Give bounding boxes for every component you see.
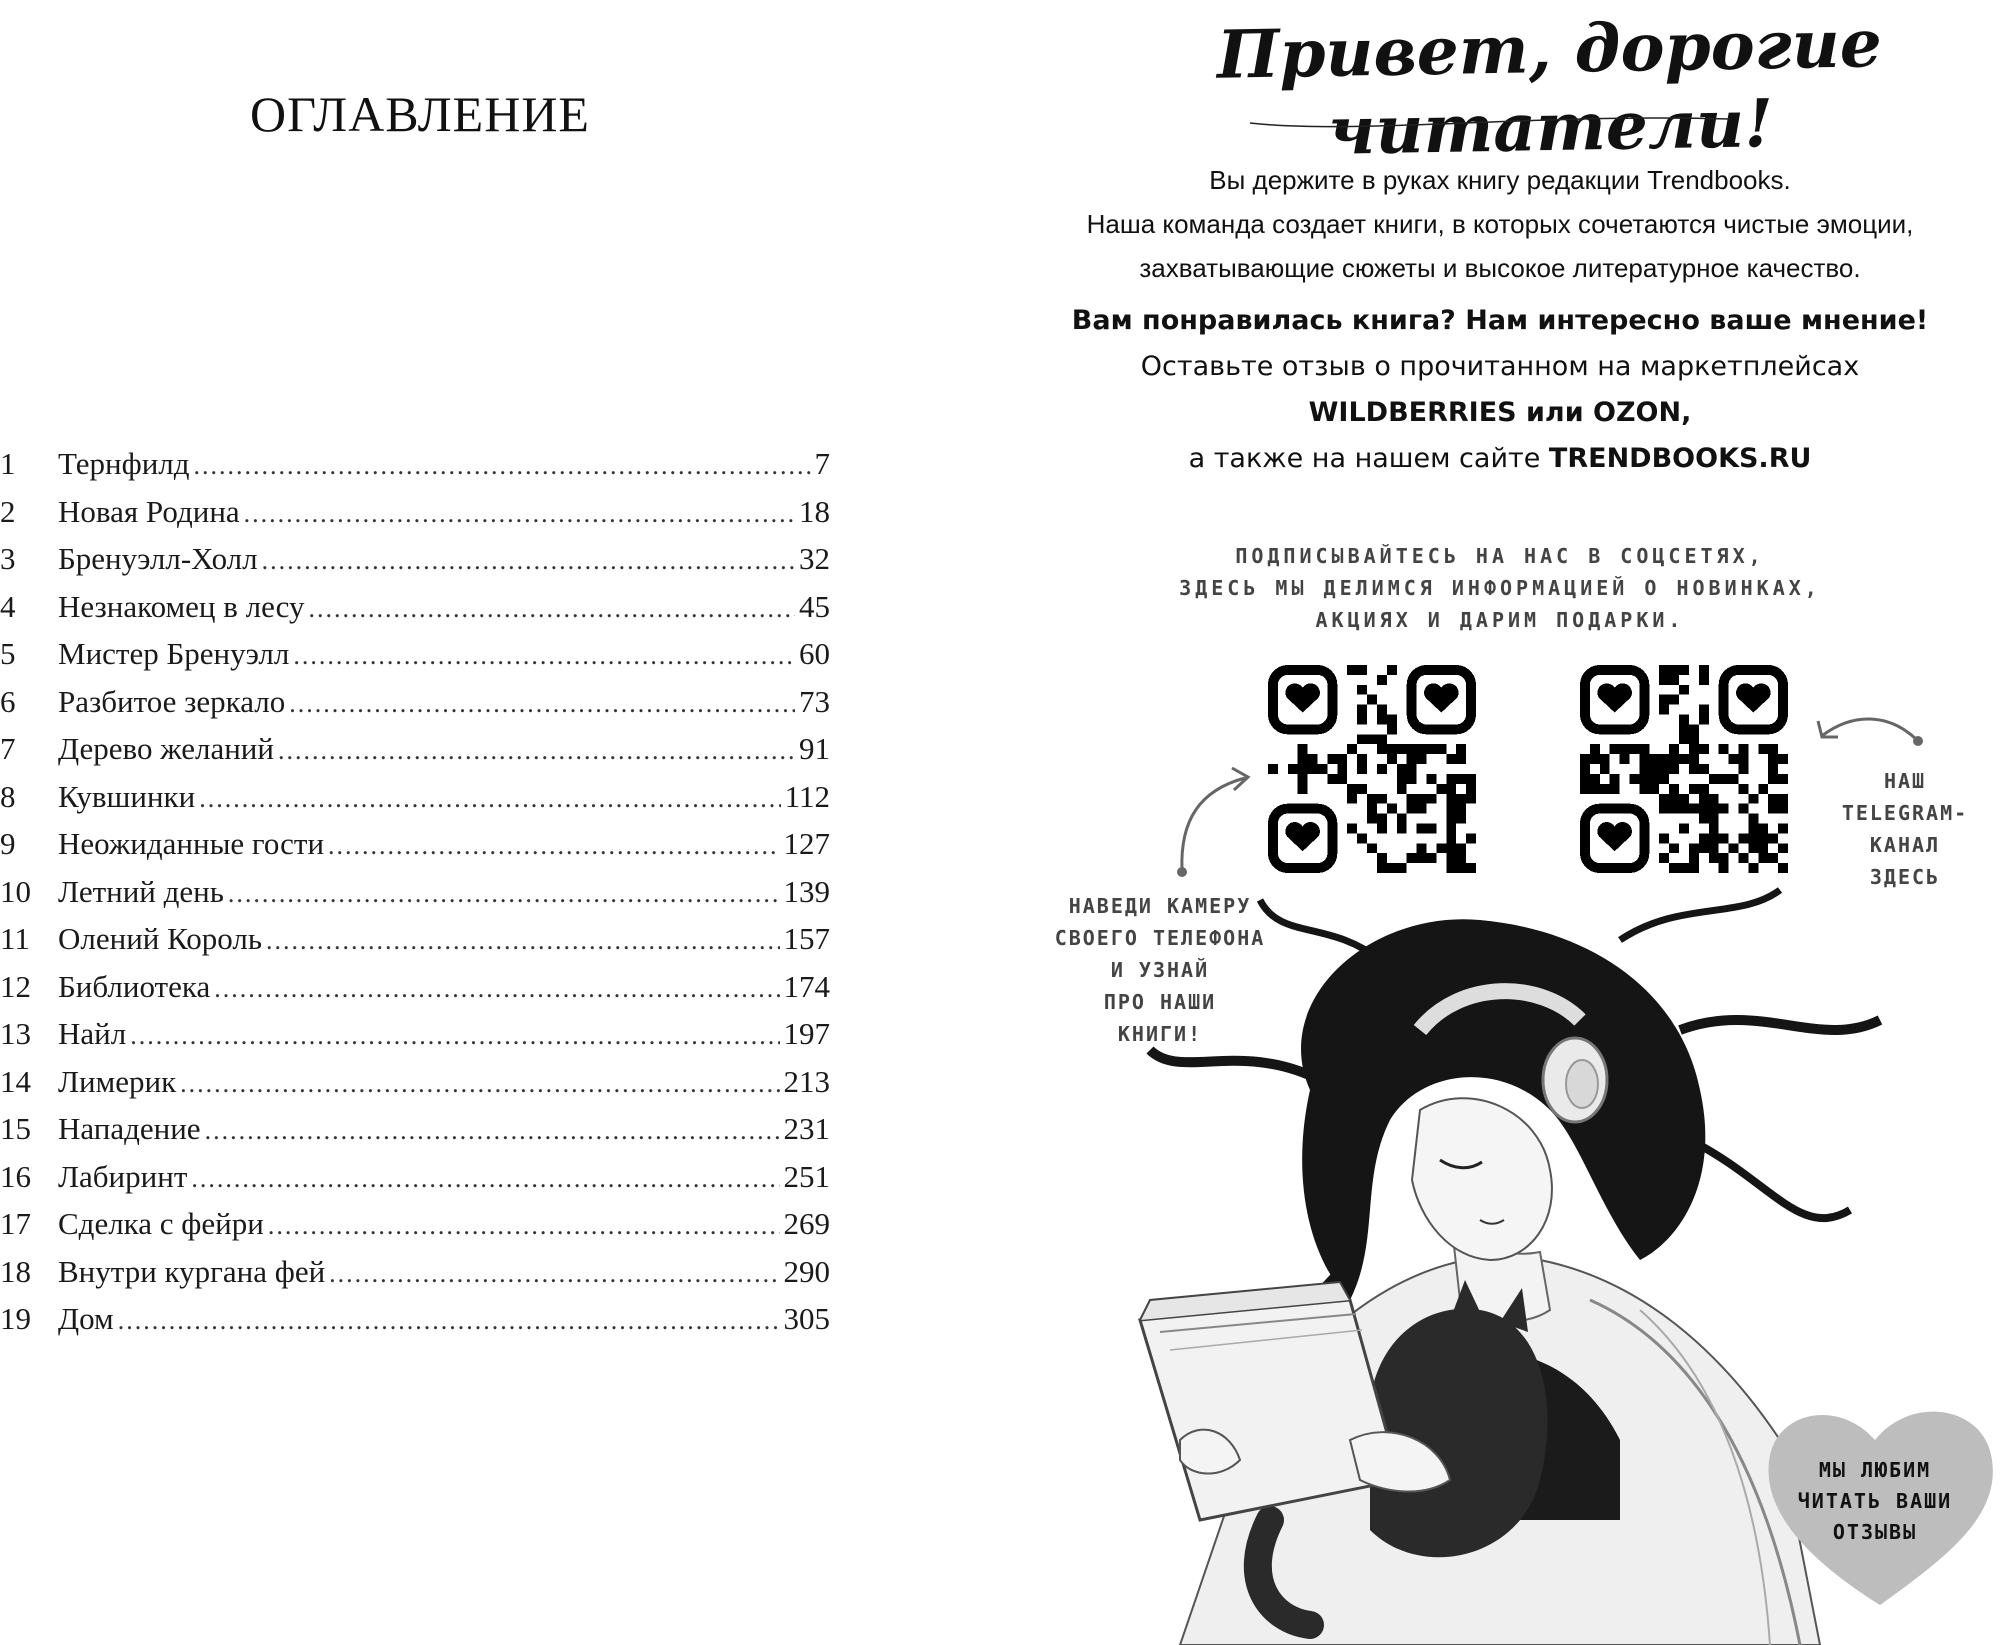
toc-entry-title: Кувшинки: [58, 778, 196, 814]
toc-entry-title: Дерево желаний: [58, 731, 274, 766]
toc-leader-dots: [308, 585, 795, 633]
toc-entry[interactable]: [0, 915, 830, 963]
toc-title: ОГЛАВЛЕНИЕ: [250, 86, 590, 142]
toc-leader-dots: [228, 870, 780, 918]
toc-entry-number: 14: [0, 1063, 31, 1099]
toc-entry-title: Мистер Бренуэлл: [58, 636, 290, 671]
heart-line: ЧИТАТЬ ВАШИ: [1797, 1489, 1953, 1513]
note-line: НАВЕДИ КАМЕРУ: [1068, 894, 1252, 918]
intro-line: захватывающие сюжеты и высокое литературное качество.: [1139, 253, 1861, 283]
toc-leader-dots: [180, 1060, 779, 1108]
cta-marketplaces: WILDBERRIES или OZON,: [1308, 397, 1692, 428]
toc-entry-number: 13: [0, 1016, 31, 1051]
site-link[interactable]: TRENDBOOKS.RU: [1548, 443, 1812, 474]
toc-entry-number: 1: [0, 446, 16, 481]
heart-badge-text: [1780, 1455, 1970, 1548]
toc-entry[interactable]: [0, 868, 830, 916]
toc-list: [0, 440, 830, 1343]
toc-entry-page: 174: [783, 968, 830, 1004]
toc-entry-title: Новая Родина: [58, 493, 240, 529]
note-line: КНИГИ!: [1117, 1022, 1203, 1046]
review-call-to-action: [1000, 298, 2000, 482]
toc-leader-dots: [268, 1202, 780, 1250]
toc-leader-dots: [278, 727, 795, 775]
toc-entry-number: 9: [0, 826, 16, 861]
greeting-heading: Привет, дорогие читатели!: [1216, 4, 1883, 170]
toc-entry-number: 17: [0, 1206, 31, 1241]
toc-leader-dots: [293, 632, 795, 680]
subscribe-text: [1000, 540, 2000, 636]
toc-entry-title: Лабиринт: [58, 1158, 188, 1194]
toc-entry-page: 112: [784, 778, 830, 814]
toc-entry-title: Сделка с фейри: [58, 1206, 264, 1241]
toc-entry[interactable]: [0, 1248, 830, 1296]
toc-leader-dots: [244, 490, 795, 538]
toc-entry-number: 18: [0, 1253, 31, 1289]
note-line: TELEGRAM-: [1841, 801, 1969, 825]
publisher-promo-page: [1000, 0, 2000, 1645]
toc-entry-page: 18: [799, 493, 830, 529]
toc-entry-number: 7: [0, 731, 16, 766]
toc-entry-title: Внутри кургана фей: [58, 1253, 326, 1289]
toc-entry-title: Тернфилд: [58, 446, 190, 481]
toc-entry[interactable]: [0, 725, 830, 773]
toc-leader-dots: [191, 1155, 779, 1203]
cta-site-prefix: а также на нашем сайте: [1188, 443, 1549, 474]
note-line: НАШ: [1883, 769, 1927, 793]
toc-entry[interactable]: [0, 1200, 830, 1248]
subscribe-line: ПОДПИСЫВАЙТЕСЬ НА НАС В СОЦСЕТЯХ,: [1235, 544, 1765, 568]
toc-entry[interactable]: [0, 773, 830, 821]
note-line: ЗДЕСЬ: [1869, 865, 1941, 889]
toc-entry-page: 231: [783, 1111, 830, 1146]
cta-line: Оставьте отзыв о прочитанном на маркетплейсах: [1140, 351, 1860, 382]
toc-entry[interactable]: [0, 440, 830, 488]
note-line: И УЗНАЙ: [1110, 958, 1210, 982]
toc-leader-dots: [329, 1250, 779, 1298]
toc-entry-number: 4: [0, 588, 16, 624]
toc-entry-number: 12: [0, 968, 31, 1004]
toc-entry[interactable]: [0, 583, 830, 631]
toc-entry[interactable]: [0, 1105, 830, 1153]
intro-line: Наша команда создает книги, в которых сочетаются чистые эмоции,: [1086, 209, 1914, 239]
toc-entry-title: Олений Король: [58, 921, 262, 956]
toc-entry[interactable]: [0, 963, 830, 1011]
toc-entry-page: 305: [783, 1301, 830, 1336]
toc-entry-page: 60: [799, 636, 830, 671]
toc-entry-title: Библиотека: [58, 968, 211, 1004]
toc-leader-dots: [266, 917, 780, 965]
toc-entry-number: 10: [0, 873, 31, 909]
toc-entry-number: 2: [0, 493, 16, 529]
note-line: СВОЕГО ТЕЛЕФОНА: [1054, 926, 1266, 950]
toc-entry-page: 91: [799, 731, 830, 766]
toc-leader-dots: [262, 537, 795, 585]
toc-entry-number: 5: [0, 636, 16, 671]
toc-entry[interactable]: [0, 1058, 830, 1106]
intro-text: [1000, 158, 2000, 290]
note-line: ПРО НАШИ: [1103, 990, 1217, 1014]
toc-entry-page: 197: [783, 1016, 830, 1051]
toc-leader-dots: [328, 822, 779, 870]
toc-entry-number: 3: [0, 541, 16, 576]
toc-entry[interactable]: [0, 1295, 830, 1343]
qr-code-telegram[interactable]: [1580, 665, 1788, 873]
toc-entry[interactable]: [0, 488, 830, 536]
toc-leader-dots: [199, 775, 780, 823]
toc-entry[interactable]: [0, 1010, 830, 1058]
toc-entry-title: Лимерик: [58, 1063, 177, 1099]
toc-leader-dots: [194, 442, 811, 490]
toc-entry-title: Бренуэлл-Холл: [58, 541, 258, 576]
toc-entry-title: Найл: [58, 1016, 127, 1051]
toc-entry-page: 7: [814, 446, 830, 481]
toc-entry[interactable]: [0, 630, 830, 678]
toc-entry-page: 45: [799, 588, 830, 624]
toc-entry-number: 19: [0, 1301, 31, 1336]
toc-entry-number: 16: [0, 1158, 31, 1194]
toc-entry-title: Летний день: [58, 873, 224, 909]
toc-entry-title: Дом: [58, 1301, 114, 1336]
toc-entry-title: Незнакомец в лесу: [58, 588, 305, 624]
toc-entry-number: 15: [0, 1111, 31, 1146]
toc-leader-dots: [130, 1012, 779, 1060]
toc-entry[interactable]: [0, 678, 830, 726]
toc-entry-number: 11: [0, 921, 30, 956]
heart-line: ОТЗЫВЫ: [1832, 1520, 1918, 1544]
toc-entry-page: 157: [783, 921, 830, 956]
subscribe-line: АКЦИЯХ И ДАРИМ ПОДАРКИ.: [1315, 608, 1685, 632]
toc-entry-page: 290: [783, 1253, 830, 1289]
toc-entry-page: 73: [799, 683, 830, 719]
greeting-flourish: [1240, 105, 1740, 135]
toc-entry-title: Неожиданные гости: [58, 826, 325, 861]
heart-line: МЫ ЛЮБИМ: [1818, 1458, 1932, 1482]
toc-entry[interactable]: [0, 820, 830, 868]
subscribe-line: ЗДЕСЬ МЫ ДЕЛИМСЯ ИНФОРМАЦИЕЙ О НОВИНКАХ,: [1179, 576, 1821, 600]
toc-leader-dots: [214, 965, 779, 1013]
cta-question: Вам понравилась книга? Нам интересно ваше мнение!: [1071, 305, 1929, 336]
telegram-note: [1820, 765, 1990, 893]
note-line: КАНАЛ: [1869, 833, 1941, 857]
curved-arrow-icon: [1808, 705, 1928, 765]
toc-entry-page: 127: [783, 826, 830, 861]
curved-arrow-icon: [1170, 760, 1260, 880]
intro-line: Вы держите в руках книгу редакции Trendbooks.: [1209, 165, 1791, 195]
toc-entry-page: 32: [799, 541, 830, 576]
toc-leader-dots: [118, 1297, 780, 1345]
toc-entry-number: 6: [0, 683, 16, 719]
toc-entry-page: 139: [783, 873, 830, 909]
toc-entry-page: 213: [783, 1063, 830, 1099]
toc-entry-number: 8: [0, 778, 16, 814]
cta-site-line: [1000, 436, 2000, 482]
toc-entry-title: Нападение: [58, 1111, 201, 1146]
toc-entry-page: 251: [783, 1158, 830, 1194]
toc-leader-dots: [205, 1107, 780, 1155]
qr-code-books[interactable]: [1268, 665, 1476, 873]
toc-leader-dots: [289, 680, 795, 728]
toc-entry[interactable]: [0, 1153, 830, 1201]
toc-entry[interactable]: [0, 535, 830, 583]
toc-entry-title: Разбитое зеркало: [58, 683, 286, 719]
toc-entry-page: 269: [783, 1206, 830, 1241]
